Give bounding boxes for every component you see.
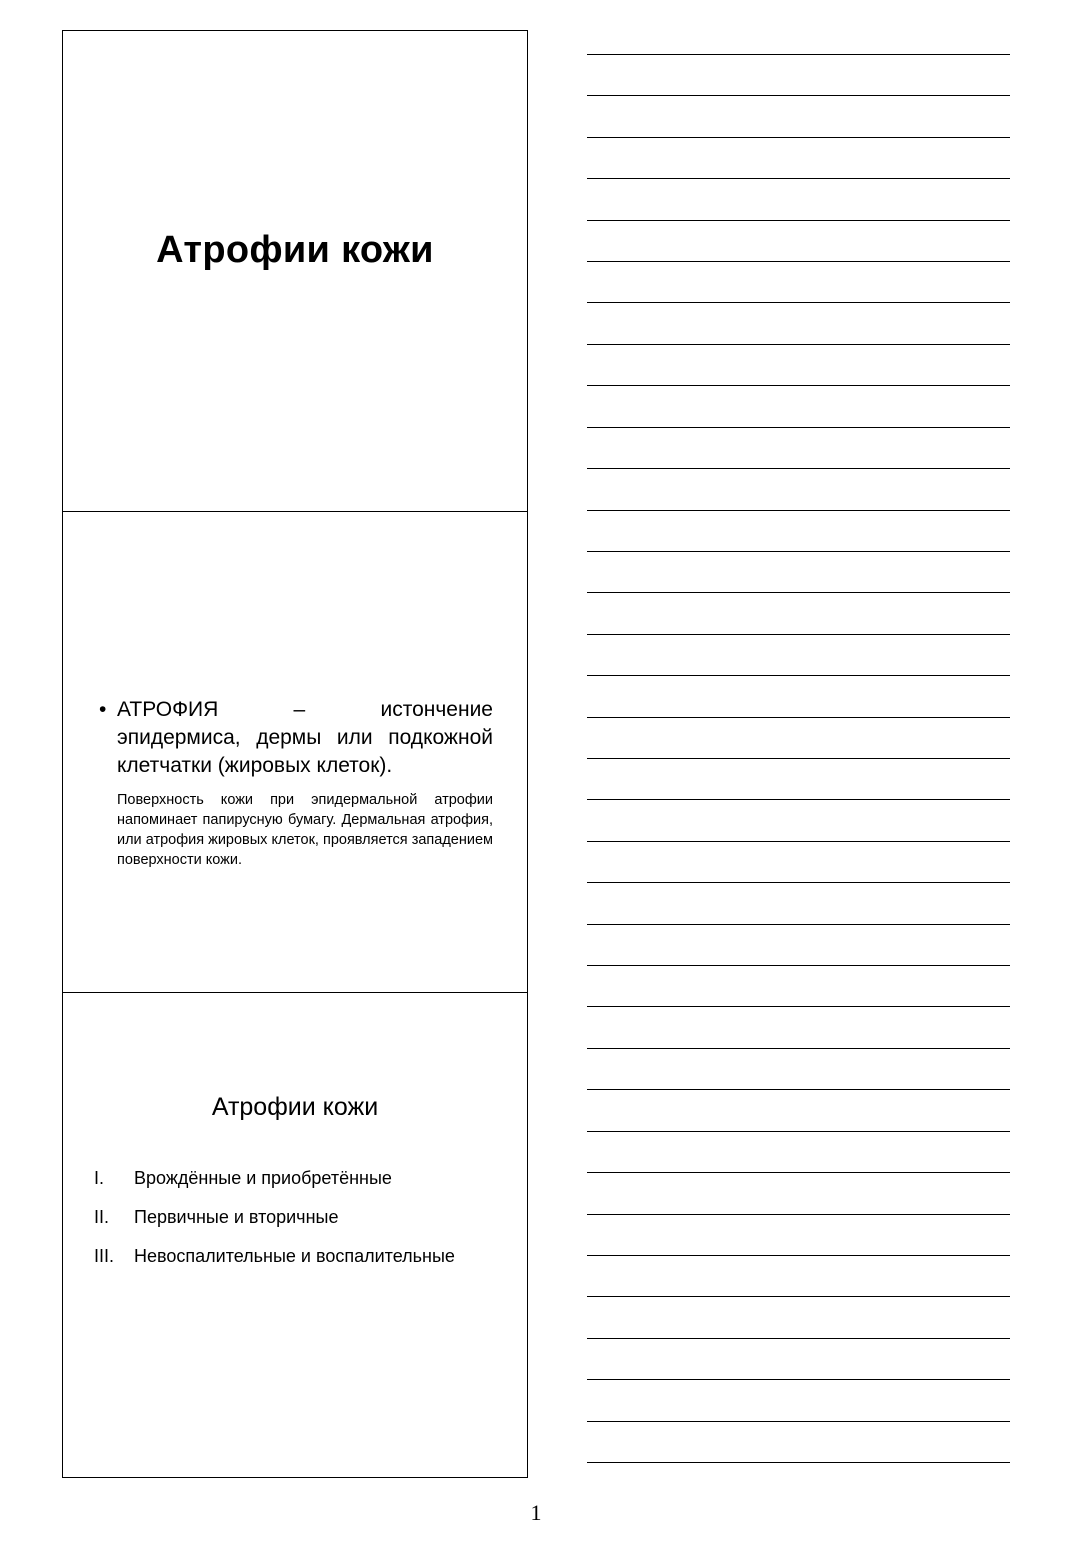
note-line [587,178,1010,179]
note-line [587,1214,1010,1215]
note-line [587,1338,1010,1339]
definition-dash: – [293,698,306,721]
note-line [587,54,1010,55]
notes-area [587,0,1010,1480]
definition-first-word: истончение [380,698,493,721]
list-item-number: II. [94,1207,110,1227]
list-item-number: I. [94,1168,105,1188]
note-line [587,592,1010,593]
slide-title [63,31,527,511]
note-line [587,1048,1010,1049]
note-line [587,1089,1010,1090]
definition-term: АТРОФИЯ [117,698,219,721]
note-line [587,717,1010,718]
note-line [587,427,1010,428]
note-line [587,924,1010,925]
note-line [587,1296,1010,1297]
definition-bullet [99,696,493,780]
list-item-text: Первичные и вторичные [134,1207,339,1227]
note-line [587,758,1010,759]
note-line [587,220,1010,221]
list-item [94,1165,514,1191]
note-line [587,385,1010,386]
note-line [587,799,1010,800]
note-line [587,882,1010,883]
note-line [587,1421,1010,1422]
note-line [587,634,1010,635]
note-line [587,137,1010,138]
list-item-text: Невоспалительные и воспалительные [134,1246,455,1266]
list-item-text: Врождённые и приобретённые [134,1168,392,1188]
classification-list [94,1165,514,1282]
list-item [94,1204,514,1230]
note-line [587,965,1010,966]
definition-first-line [117,696,493,724]
note-line [587,1462,1010,1463]
note-line [587,95,1010,96]
list-item-number: III. [94,1246,115,1266]
bullet-icon: • [99,698,107,721]
note-line [587,551,1010,552]
slides-column [62,30,528,1478]
definition-subtext: Поверхность кожи при эпидермальной атрофии напоминает папирусную бумагу. Дермальная атрофия, или атрофия жировых клеток, проявляется западением поверхности кожи. [117,792,493,868]
note-line [587,1172,1010,1173]
list-item [94,1243,514,1269]
page-number: 1 [530,1500,542,1525]
note-line [587,261,1010,262]
definition-text [117,696,493,780]
definition-rest: эпидермиса, дермы или подкожной клетчатки (жировых клеток). [117,726,493,777]
note-line [587,344,1010,345]
slide-classification [63,992,527,1478]
note-line [587,841,1010,842]
note-line [587,1379,1010,1380]
note-line [587,302,1010,303]
slide-1-title: Атрофии кожи [156,229,434,271]
note-line [587,510,1010,511]
slide-definition [63,511,527,992]
slide-3-title: Атрофии кожи [211,1093,379,1121]
note-line [587,468,1010,469]
note-line [587,1006,1010,1007]
note-line [587,1255,1010,1256]
definition-block [99,696,493,870]
note-line [587,675,1010,676]
note-line [587,1131,1010,1132]
